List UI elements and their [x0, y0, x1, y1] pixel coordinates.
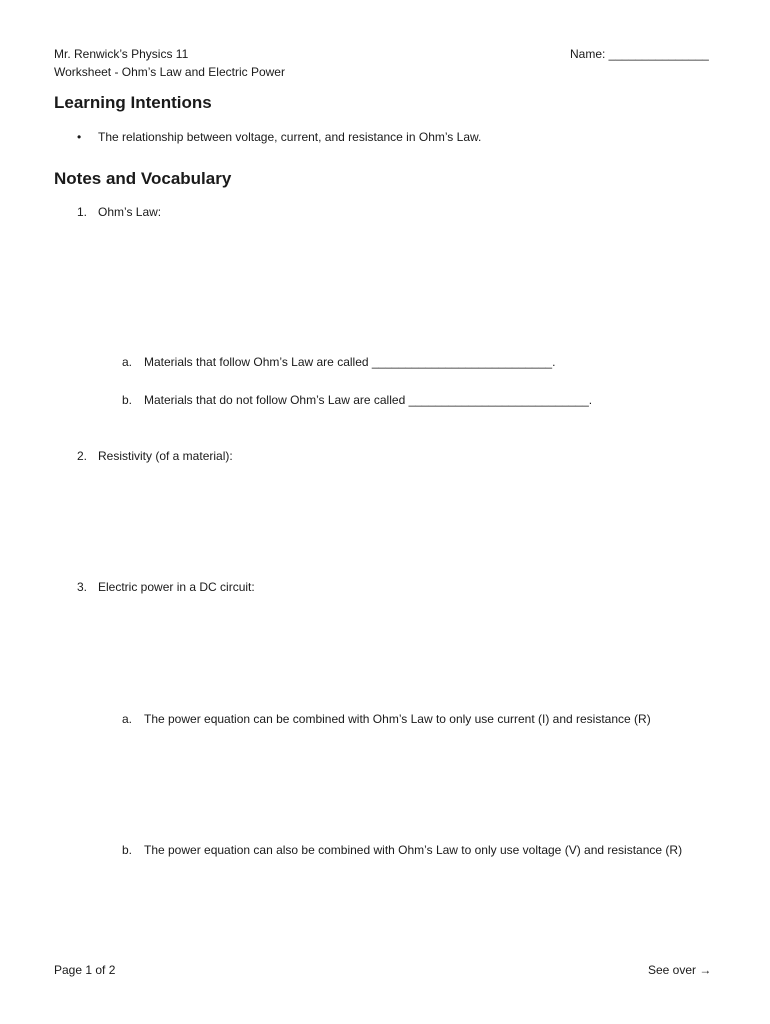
- item-electric-power: Electric power in a DC circuit:: [98, 580, 255, 594]
- worksheet-title: Worksheet - Ohm’s Law and Electric Power: [54, 65, 285, 79]
- page-number: Page 1 of 2: [54, 963, 116, 977]
- bullet-icon: •: [77, 130, 82, 144]
- subitem-power-current-resistance: The power equation can be combined with Ohm’s Law to only use current (I) and resistance (R): [144, 712, 651, 726]
- item-resistivity: Resistivity (of a material):: [98, 449, 233, 463]
- subitem-letter: b.: [122, 843, 133, 857]
- learning-intention-item: The relationship between voltage, current, and resistance in Ohm’s Law.: [98, 130, 482, 144]
- subitem-power-voltage-resistance: The power equation can also be combined with Ohm’s Law to only use voltage (V) and resistance (R): [144, 843, 683, 857]
- subitem-letter: a.: [122, 712, 133, 726]
- item-number: 3.: [77, 580, 88, 594]
- see-over-label: See over →: [648, 963, 712, 977]
- item-ohms-law: Ohm’s Law:: [98, 205, 162, 219]
- item-number: 2.: [77, 449, 88, 463]
- name-field: Name: _______________: [570, 47, 709, 61]
- course-title: Mr. Renwick’s Physics 11: [54, 47, 189, 61]
- subitem-letter: a.: [122, 355, 133, 369]
- notes-heading: Notes and Vocabulary: [54, 169, 232, 188]
- learning-intentions-heading: Learning Intentions: [54, 93, 212, 112]
- subitem-letter: b.: [122, 393, 133, 407]
- item-number: 1.: [77, 205, 88, 219]
- subitem-ohmic-materials: Materials that follow Ohm’s Law are called ___________________________.: [144, 355, 556, 369]
- subitem-non-ohmic-materials: Materials that do not follow Ohm’s Law are called ___________________________.: [144, 393, 593, 407]
